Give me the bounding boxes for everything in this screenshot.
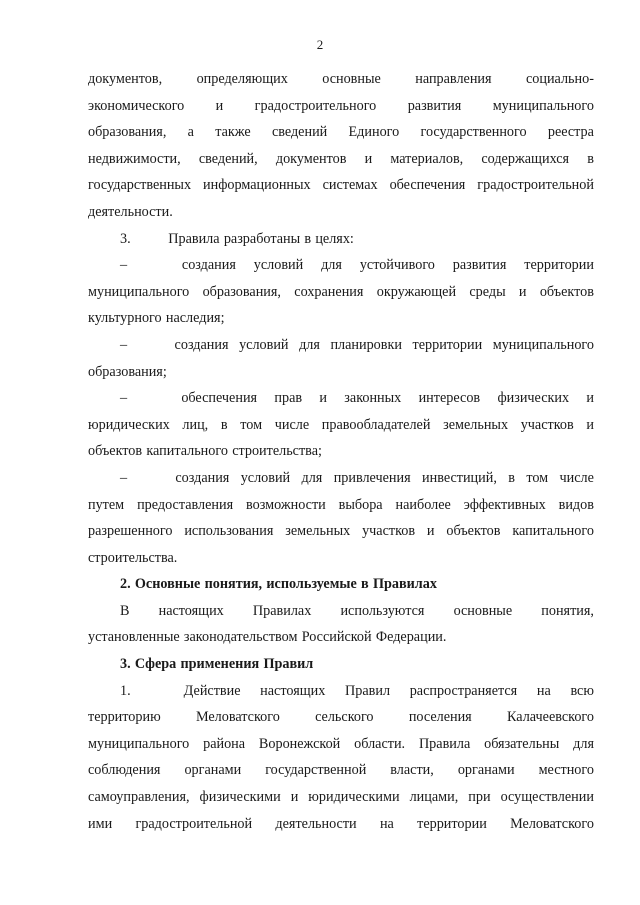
text-line: – создания условий для планировки территории муниципального	[120, 336, 594, 353]
text-line: самоуправления, физическими и юридическими лицами, при осуществлении	[88, 789, 594, 806]
text-line: соблюдения органами государственной власти, органами местного	[88, 762, 594, 779]
text-line: строительства.	[88, 549, 178, 566]
text-line: юридических лиц, в том числе правообладателей земельных участков и	[88, 416, 594, 433]
text-line: экономического и градостроительного развития муниципального	[88, 97, 594, 114]
section-heading: 2. Основные понятия, используемые в Правилах	[120, 576, 437, 593]
text-line: территорию Меловатского сельского поселения Калачеевского	[88, 709, 594, 726]
text-line: муниципального района Воронежской области. Правила обязательны для	[88, 735, 594, 752]
text-line: – создания условий для устойчивого развития территории	[120, 257, 594, 274]
text-line: В настоящих Правилах используются основные понятия,	[120, 602, 594, 619]
text-line: муниципального образования, сохранения окружающей среды и объектов	[88, 283, 594, 300]
section-heading: 3. Сфера применения Правил	[120, 656, 314, 673]
text-line: 3. Правила разработаны в целях:	[120, 230, 354, 247]
document-body	[88, 66, 594, 837]
text-line: – обеспечения прав и законных интересов физических и	[120, 390, 594, 407]
text-line: 1. Действие настоящих Правил распространяется на всю	[120, 682, 594, 699]
text-line: ими градостроительной деятельности на территории Меловатского	[88, 815, 594, 832]
text-line: недвижимости, сведений, документов и материалов, содержащихся в	[88, 150, 594, 167]
text-line: деятельности.	[88, 203, 173, 220]
text-line: образования, а также сведений Единого государственного реестра	[88, 124, 594, 141]
text-line: установленные законодательством Российской Федерации.	[88, 629, 447, 646]
text-line: документов, определяющих основные направления социально-	[88, 71, 594, 87]
text-line: объектов капитального строительства;	[88, 443, 322, 460]
text-line: – создания условий для привлечения инвестиций, в том числе	[120, 469, 594, 486]
text-line: путем предоставления возможности выбора наиболее эффективных видов	[88, 496, 594, 513]
text-line: разрешенного использования земельных участков и объектов капитального	[88, 523, 594, 540]
page-number: 2	[316, 37, 324, 52]
text-line: культурного наследия;	[88, 310, 225, 327]
text-line: государственных информационных системах обеспечения градостроительной	[88, 177, 594, 194]
text-line: образования;	[88, 363, 167, 380]
